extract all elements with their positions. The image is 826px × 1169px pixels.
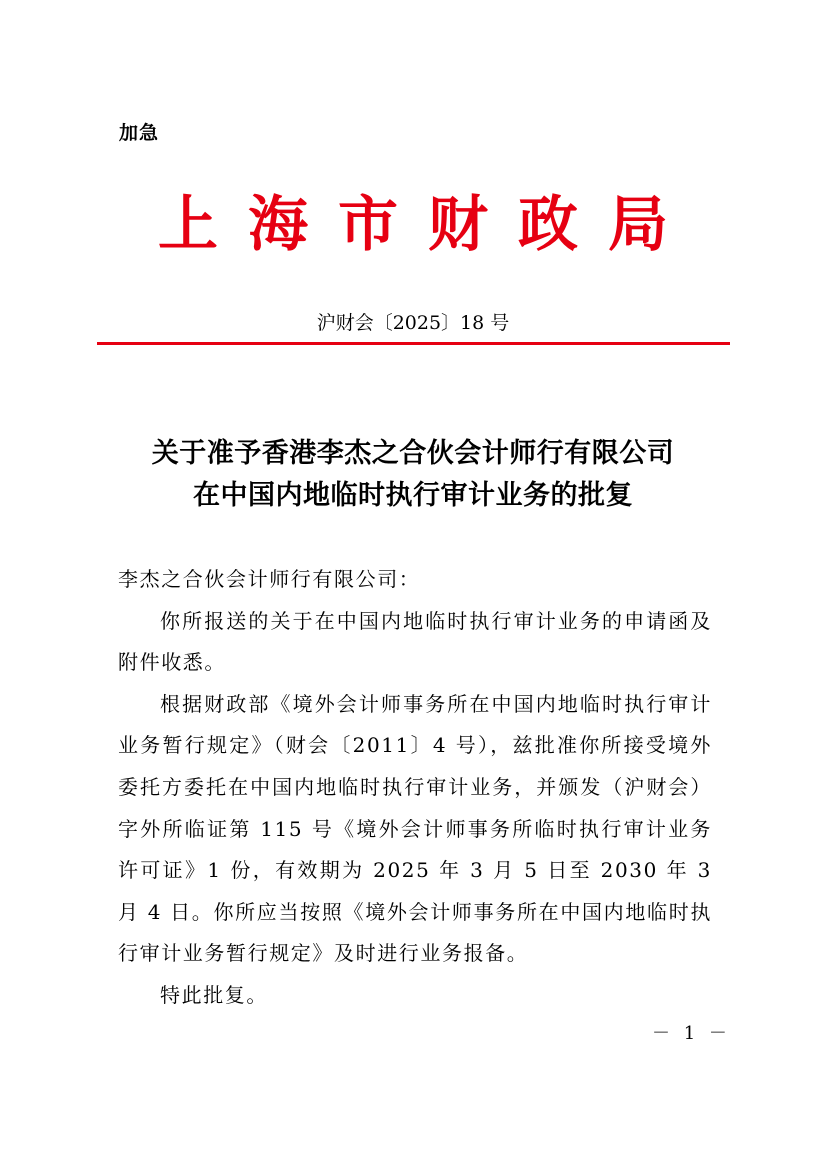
body-paragraph-3: 特此批复。: [160, 982, 268, 1007]
body-paragraph-2: 根据财政部《境外会计师事务所在中国内地临时执行审计业务暂行规定》（财会〔2011〕4 号），兹批准你所接受境外委托方委托在中国内地临时执行审计业务，并颁发（沪财会）字外所临证第 115 号《境外会计师事务所临时执行审计业务许可证》1 份，有效期为 2025 年 3 月 5 日至 2030 年 3 月 4 日。你所应当按照《境外会计师事务所在中国内地临时执行审计业务暂行规定》及时进行业务报备。: [118, 691, 712, 966]
urgency-label: 加急: [119, 122, 160, 144]
issuer-heading: 上海市财政局: [158, 190, 698, 260]
document-body: [118, 559, 712, 1017]
body-paragraph-1: 你所报送的关于在中国内地临时执行审计业务的申请函及附件收悉。: [118, 608, 712, 675]
red-divider-line: [97, 342, 730, 345]
document-number: 沪财会〔2025〕18 号: [316, 312, 510, 334]
title-line-1: 关于准予香港李杰之合伙会计师行有限公司: [151, 438, 675, 469]
page-number: － 1 －: [652, 1023, 731, 1044]
salutation: 李杰之合伙会计师行有限公司：: [118, 567, 421, 591]
document-title: [100, 433, 726, 517]
title-line-2: 在中国内地临时执行审计业务的批复: [193, 480, 633, 511]
